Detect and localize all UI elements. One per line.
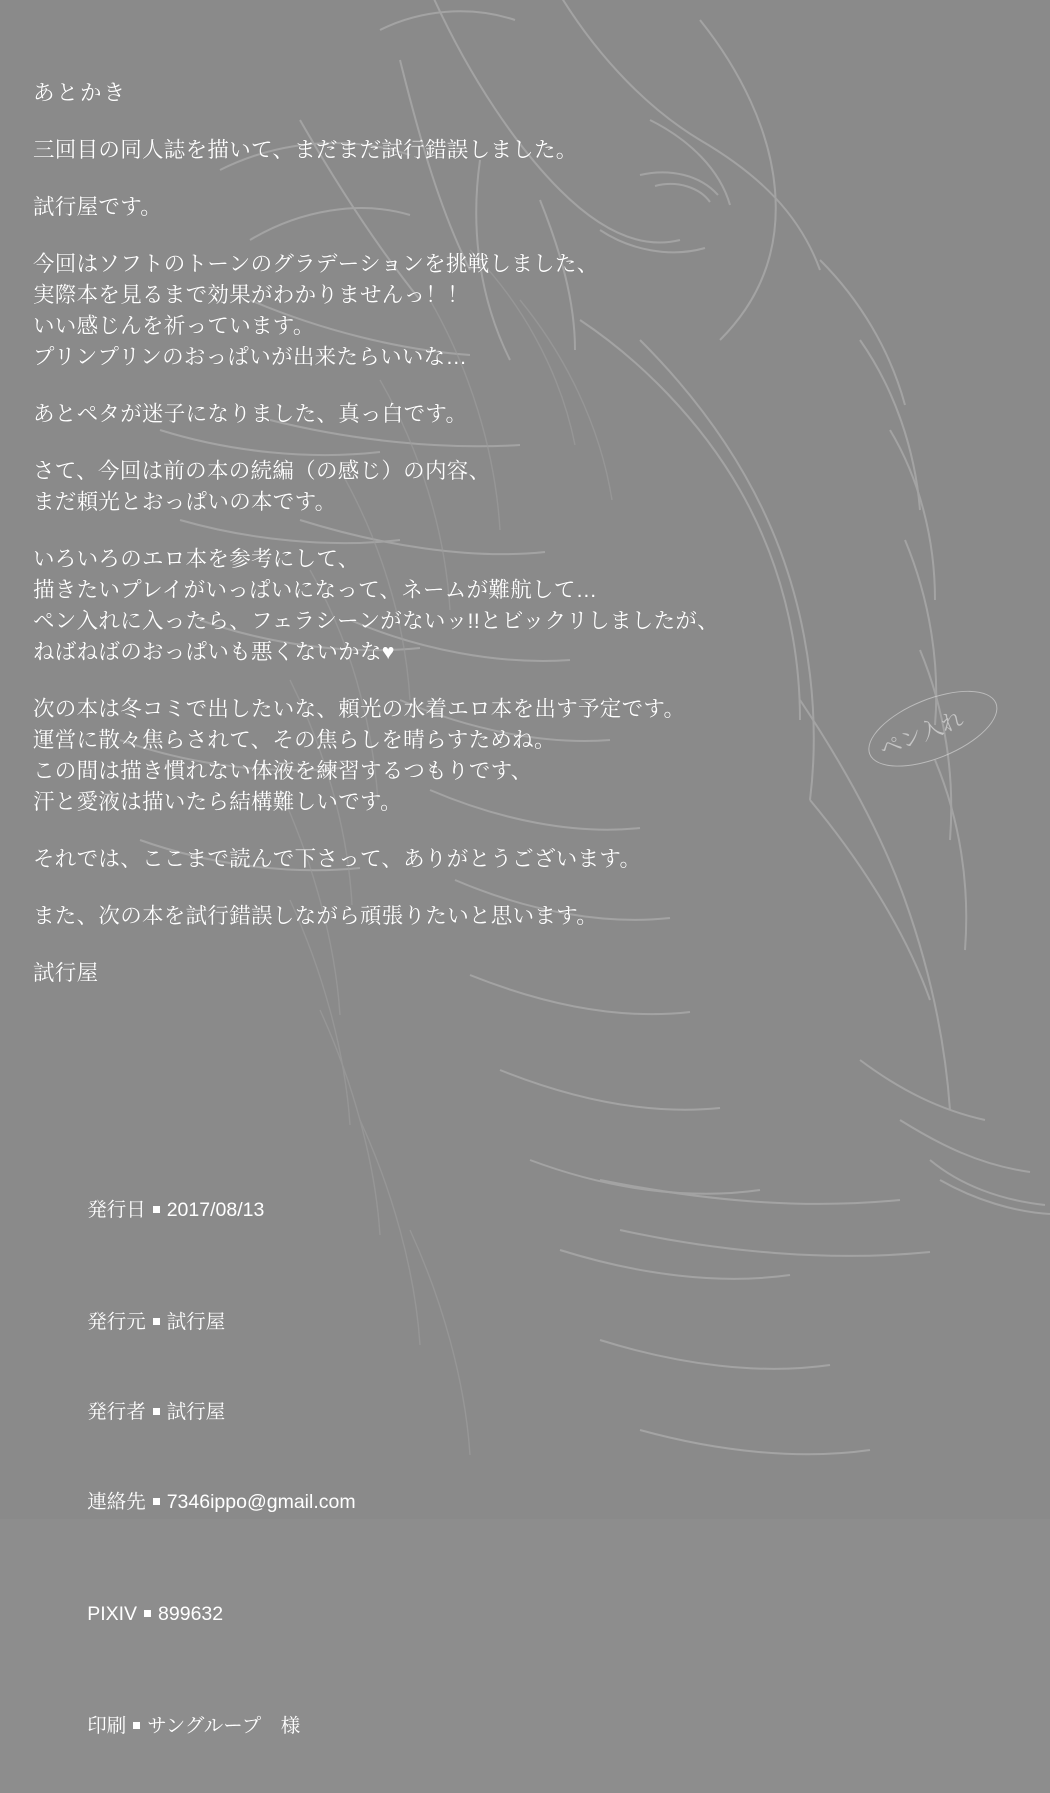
colophon-group-publication-date (33, 1165, 653, 1255)
colophon-value: 2017/08/13 (166, 1199, 265, 1221)
colophon-row-contact (33, 1457, 653, 1547)
afterword-line: まだ頼光とおっぱいの本です。 (33, 490, 337, 514)
afterword-paragraph (33, 249, 933, 373)
contact-email[interactable]: 7346ippo@gmail.com (166, 1491, 356, 1513)
colophon-row-pixiv (33, 1569, 653, 1659)
afterword-paragraph (33, 192, 933, 223)
afterword-paragraph (33, 901, 933, 932)
colophon-value: サングループ 様 (147, 1715, 301, 1737)
afterword-line: いい感じんを祈っています。 (33, 314, 315, 338)
afterword-paragraph (33, 694, 933, 818)
colophon-group-pixiv (33, 1569, 653, 1659)
afterword-heading: あとかき (33, 81, 128, 105)
afterword-text (33, 78, 933, 1015)
afterword-line: この間は描き慣れない体液を練習するつもりです、 (33, 759, 533, 783)
colophon-value: 試行屋 (166, 1401, 226, 1423)
afterword-line: プリンプリンのおっぱいが出来たらいいな… (33, 345, 468, 369)
afterword-line: 次の本は冬コミで出したいな、頼光の水着エロ本を出す予定です。 (33, 697, 686, 721)
afterword-line: 汗と愛液は描いたら結構難しいです。 (33, 790, 402, 814)
colophon-label: 印刷 (87, 1715, 127, 1737)
afterword-line: 試行屋です。 (33, 195, 163, 219)
colophon-row (33, 1277, 653, 1367)
afterword-heading-block (33, 78, 933, 109)
afterword-line: ねばねばのおっぱいも悪くないかな♥ (33, 640, 395, 664)
colophon-label: 発行日 (87, 1199, 146, 1221)
afterword-line: 描きたいプレイがいっぱいになって、ネームが難航して… (33, 578, 598, 602)
afterword-line: いろいろのエロ本を参考にして、 (33, 547, 360, 571)
separator-square-icon (153, 1206, 160, 1213)
afterword-line: ペン入れに入ったら、フェラシーンがないッ!!とビックリしましたが、 (33, 609, 719, 633)
afterword-line: あとペタが迷子になりました、真っ白です。 (33, 402, 468, 426)
separator-square-icon (153, 1498, 160, 1505)
colophon-label: 発行者 (87, 1401, 146, 1423)
afterword-line: 運営に散々焦らされて、その焦らしを晴らすためね。 (33, 728, 556, 752)
handwritten-note-text: ペン入れ (875, 705, 967, 762)
colophon-value: 試行屋 (166, 1311, 226, 1333)
colophon-label: 発行元 (87, 1311, 146, 1333)
afterword-line: また、次の本を試行錯誤しながら頑張りたいと思います。 (33, 904, 599, 928)
separator-square-icon (153, 1408, 160, 1415)
colophon-label: PIXIV (87, 1603, 138, 1625)
afterword-line: それでは、ここまで読んで下さって、ありがとうございます。 (33, 847, 642, 871)
afterword-line: 三回目の同人誌を描いて、まだまだ試行錯誤しました。 (33, 138, 578, 162)
colophon (33, 1165, 653, 1793)
pixiv-id[interactable]: 899632 (158, 1603, 224, 1625)
afterword-line: さて、今回は前の本の続編（の感じ）の内容、 (33, 459, 491, 483)
colophon-row (33, 1165, 653, 1255)
separator-square-icon (144, 1610, 151, 1617)
separator-square-icon (133, 1722, 140, 1729)
afterword-line: 今回はソフトのトーンのグラデーションを挑戦しました、 (33, 252, 599, 276)
colophon-group-printing (33, 1681, 653, 1771)
afterword-line: 試行屋 (33, 961, 99, 985)
afterword-line: 実際本を見るまで効果がわかりませんっ！！ (33, 283, 470, 307)
afterword-paragraph (33, 456, 933, 518)
afterword-paragraph (33, 544, 933, 668)
afterword-paragraph (33, 399, 933, 430)
colophon-group-publisher (33, 1277, 653, 1547)
afterword-paragraph (33, 135, 933, 166)
colophon-row (33, 1367, 653, 1457)
colophon-label: 連絡先 (87, 1491, 146, 1513)
separator-square-icon (153, 1318, 160, 1325)
afterword-paragraph (33, 844, 933, 875)
colophon-row (33, 1681, 653, 1771)
afterword-signature (33, 958, 933, 989)
